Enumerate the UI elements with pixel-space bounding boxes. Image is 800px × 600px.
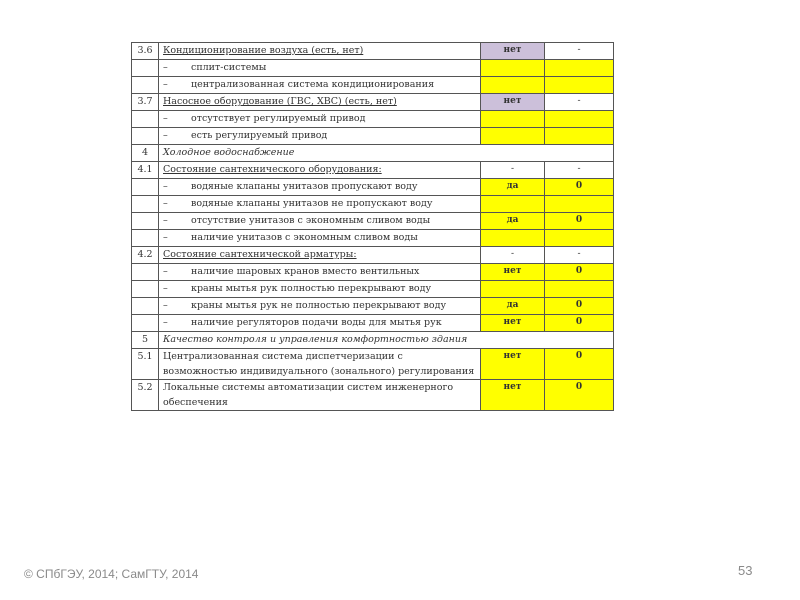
row-number [132,60,159,77]
value-score [545,128,614,145]
description-text: краны мытья рук не полностью перекрывают воду [191,300,447,311]
value-presence: нет [481,264,545,281]
row-number: 5 [132,332,159,349]
row-description [159,128,481,145]
row-number [132,196,159,213]
table-row [132,380,614,411]
description-text: водяные клапаны унитазов пропускают воду [191,181,418,192]
table-row [132,128,614,145]
value-score [545,281,614,298]
description-text: сплит-системы [191,62,267,73]
row-description [159,179,481,196]
row-number: 4.2 [132,247,159,264]
dash-marker: – [163,130,168,141]
value-score [545,77,614,94]
description-text: наличие унитазов с экономным сливом воды [191,232,418,243]
value-presence [481,111,545,128]
value-score: - [545,43,614,60]
description-text: Локальные системы автоматизации систем инженерного обеспечения [163,382,454,408]
value-score [545,111,614,128]
value-presence: нет [481,349,545,380]
row-number [132,128,159,145]
section-title: Холодное водоснабжение [159,145,614,162]
description-text: отсутствует регулируемый привод [191,113,366,124]
row-number [132,281,159,298]
row-description [159,247,481,264]
value-score [545,60,614,77]
table-body [132,43,614,411]
description-text: централизованная система кондиционирования [191,79,435,90]
table-row [132,349,614,380]
value-score: 0 [545,315,614,332]
value-presence [481,128,545,145]
row-number: 4 [132,145,159,162]
value-presence [481,77,545,94]
description-text: Кондиционирование воздуха (есть, нет) [163,45,364,56]
table-row [132,145,614,162]
dash-marker: – [163,215,168,226]
row-number: 5.1 [132,349,159,380]
table-row [132,179,614,196]
description-text: Состояние сантехнического оборудования: [163,164,382,175]
table-row [132,264,614,281]
table-row [132,77,614,94]
row-number: 4.1 [132,162,159,179]
row-description [159,196,481,213]
row-number [132,111,159,128]
value-presence [481,60,545,77]
dash-marker: – [163,300,168,311]
value-presence: нет [481,315,545,332]
table-row [132,332,614,349]
description-text: Состояние сантехнической арматуры: [163,249,357,260]
dash-marker: – [163,283,168,294]
row-description [159,213,481,230]
row-number: 3.7 [132,94,159,111]
table-row [132,298,614,315]
row-number: 5.2 [132,380,159,411]
description-text: есть регулируемый привод [191,130,328,141]
dash-marker: – [163,181,168,192]
description-text: наличие регуляторов подачи воды для мытья рук [191,317,442,328]
value-presence: нет [481,380,545,411]
value-presence: нет [481,94,545,111]
dash-marker: – [163,266,168,277]
footer-copyright: © СПбГЭУ, 2014; СамГТУ, 2014 [24,567,199,581]
table-row [132,162,614,179]
table-row [132,196,614,213]
value-score: - [545,247,614,264]
value-presence: нет [481,43,545,60]
value-presence [481,230,545,247]
description-text: Централизованная система диспетчеризации с возможностью индивидуального (зонального) регулирования [163,351,475,377]
table-row [132,281,614,298]
table-row [132,60,614,77]
row-number [132,298,159,315]
row-description [159,264,481,281]
row-description [159,162,481,179]
value-presence: да [481,213,545,230]
value-score: 0 [545,298,614,315]
table-row [132,247,614,264]
description-text: краны мытья рук полностью перекрывают воду [191,283,432,294]
row-description [159,298,481,315]
dash-marker: – [163,232,168,243]
value-score: - [545,162,614,179]
value-score: 0 [545,264,614,281]
value-score: 0 [545,380,614,411]
table-row [132,111,614,128]
row-number [132,315,159,332]
row-number [132,230,159,247]
value-presence [481,281,545,298]
section-title: Качество контроля и управления комфортностью здания [159,332,614,349]
table-row [132,43,614,60]
row-number [132,77,159,94]
dash-marker: – [163,62,168,73]
dash-marker: – [163,198,168,209]
row-description [159,230,481,247]
dash-marker: – [163,79,168,90]
page-number: 53 [738,563,753,578]
description-text: Насосное оборудование (ГВС, ХВС) (есть, нет) [163,96,397,107]
row-number [132,213,159,230]
value-presence: да [481,298,545,315]
row-description [159,94,481,111]
description-text: отсутствие унитазов с экономным сливом воды [191,215,431,226]
row-description [159,315,481,332]
row-description [159,349,481,380]
description-text: наличие шаровых кранов вместо вентильных [191,266,420,277]
row-number [132,179,159,196]
value-score: 0 [545,349,614,380]
value-score: 0 [545,179,614,196]
row-description [159,380,481,411]
value-presence: - [481,162,545,179]
value-presence: да [481,179,545,196]
value-score: 0 [545,213,614,230]
row-number: 3.6 [132,43,159,60]
row-description [159,77,481,94]
value-presence: - [481,247,545,264]
row-number [132,264,159,281]
row-description [159,281,481,298]
value-score [545,196,614,213]
value-score [545,230,614,247]
dash-marker: – [163,113,168,124]
row-description [159,60,481,77]
table-row [132,230,614,247]
row-description [159,43,481,60]
dash-marker: – [163,317,168,328]
value-presence [481,196,545,213]
description-text: водяные клапаны унитазов не пропускают воду [191,198,433,209]
table-row [132,94,614,111]
table-row [132,213,614,230]
row-description [159,111,481,128]
assessment-table [131,42,614,411]
table-row [132,315,614,332]
value-score: - [545,94,614,111]
